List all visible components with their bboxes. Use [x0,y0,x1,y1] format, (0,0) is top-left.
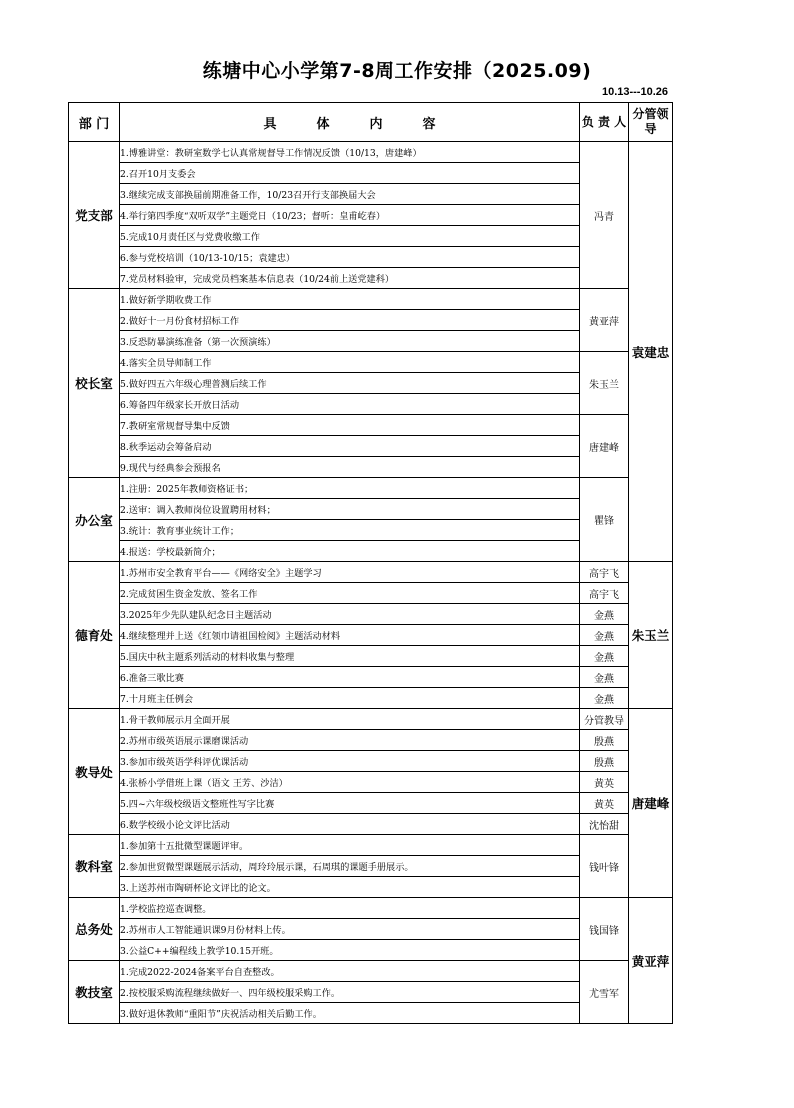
person-cell: 殷燕 [580,730,629,751]
task-cell: 5.国庆中秋主题系列活动的材料收集与整理 [120,646,580,667]
task-cell: 3.公益C++编程线上教学10.15开班。 [120,940,580,961]
date-range: 10.13---10.26 [601,86,668,98]
task-cell: 4.张桥小学借班上课（语文 王芳、沙洁） [120,772,580,793]
task-cell: 6.准备三歌比赛 [120,667,580,688]
task-cell: 2.按校服采购流程继续做好一、四年级校服采购工作。 [120,982,580,1003]
task-cell: 6.筹备四年级家长开放日活动 [120,394,580,415]
person-cell: 黄亚萍 [580,289,629,352]
person-cell: 高宇飞 [580,583,629,604]
table-row [69,583,673,604]
task-cell: 3.继续完成支部换届前期准备工作，10/23召开行支部换届大会 [120,184,580,205]
table-row [69,709,673,730]
person-cell: 金燕 [580,688,629,709]
task-cell: 3.统计：教育事业统计工作； [120,520,580,541]
task-cell: 1.完成2022-2024备案平台自查整改。 [120,961,580,982]
table-row [69,415,673,436]
person-cell: 殷燕 [580,751,629,772]
task-cell: 1.学校监控巡查调整。 [120,898,580,919]
dept-cell: 党支部 [69,142,120,289]
table-row [69,751,673,772]
task-cell: 9.现代与经典参会预报名 [120,457,580,478]
task-cell: 3.参加市级英语学科评优课活动 [120,751,580,772]
task-cell: 2.完成贫困生资金发放、签名工作 [120,583,580,604]
leader-cell: 黄亚萍 [629,898,673,1024]
task-cell: 8.秋季运动会筹备启动 [120,436,580,457]
table-row [69,625,673,646]
person-cell: 金燕 [580,625,629,646]
header-content: 具体内容 [120,103,580,142]
dept-cell: 教技室 [69,961,120,1024]
person-cell: 尤雪军 [580,961,629,1024]
leader-cell: 袁建忠 [629,142,673,562]
person-cell: 瞿锋 [580,478,629,562]
task-cell: 4.落实全员导师制工作 [120,352,580,373]
person-cell: 黄英 [580,793,629,814]
person-cell: 分管教导 [580,709,629,730]
leader-cell: 朱玉兰 [629,562,673,709]
person-cell: 钱叶锋 [580,835,629,898]
person-cell: 金燕 [580,604,629,625]
table-row [69,730,673,751]
dept-cell: 校长室 [69,289,120,478]
task-cell: 4.举行第四季度“双听双学”主题党日（10/23；督听：皇甫屹春） [120,205,580,226]
table-row [69,646,673,667]
person-cell: 高宇飞 [580,562,629,583]
person-cell: 朱玉兰 [580,352,629,415]
table-row [69,289,673,310]
task-cell: 2.召开10月支委会 [120,163,580,184]
header-responsible: 负 责 人 [580,103,629,142]
task-cell: 1.骨干教师展示月全面开展 [120,709,580,730]
task-cell: 6.数学校级小论文评比活动 [120,814,580,835]
leader-cell: 唐建峰 [629,709,673,898]
person-cell: 钱国锋 [580,898,629,961]
table-row [69,142,673,163]
person-cell: 黄英 [580,772,629,793]
task-cell: 2.苏州市级英语展示课磨课活动 [120,730,580,751]
dept-cell: 教科室 [69,835,120,898]
dept-cell: 教导处 [69,709,120,835]
table-row [69,772,673,793]
table-row [69,688,673,709]
task-cell: 6.参与党校培训（10/13-10/15；袁建忠） [120,247,580,268]
header-row [69,103,673,142]
table-row [69,793,673,814]
task-cell: 1.博雅讲堂：教研室数学七认真常规督导工作情况反馈（10/13，唐建峰） [120,142,580,163]
schedule-table [68,102,673,1024]
task-cell: 4.继续整理并上送《红领巾请祖国检阅》主题活动材料 [120,625,580,646]
task-cell: 1.参加第十五批微型课题评审。 [120,835,580,856]
task-cell: 1.做好新学期收费工作 [120,289,580,310]
task-cell: 2.送审：调入教师岗位设置聘用材料； [120,499,580,520]
person-cell: 金燕 [580,667,629,688]
task-cell: 2.参加世贸微型课题展示活动，周玲玲展示课，石周琪的课题手册展示。 [120,856,580,877]
header-leader: 分管领导 [629,103,673,142]
table-row [69,814,673,835]
person-cell: 沈怡甜 [580,814,629,835]
task-cell: 2.苏州市人工智能通识课9月份材料上传。 [120,919,580,940]
task-cell: 3.做好退休教师“重阳节”庆祝活动相关后勤工作。 [120,1003,580,1024]
person-cell: 唐建峰 [580,415,629,478]
page-title: 练塘中心小学第7-8周工作安排（2025.09) [202,60,592,82]
task-cell: 2.做好十一月份食材招标工作 [120,310,580,331]
task-cell: 7.教研室常规督导集中反馈 [120,415,580,436]
task-cell: 3.上送苏州市陶研杯论文评比的论文。 [120,877,580,898]
table-row [69,604,673,625]
dept-cell: 德育处 [69,562,120,709]
table-row [69,352,673,373]
task-cell: 4.报送：学校最新简介； [120,541,580,562]
task-cell: 3.2025年少先队建队纪念日主题活动 [120,604,580,625]
table-row [69,478,673,499]
task-cell: 1.苏州市安全教育平台——《网络安全》主题学习 [120,562,580,583]
table-row [69,835,673,856]
task-cell: 1.注册：2025年教师资格证书； [120,478,580,499]
table-row [69,961,673,982]
task-cell: 5.四~六年级校级语文整班性写字比赛 [120,793,580,814]
person-cell: 金燕 [580,646,629,667]
header-dept: 部 门 [69,103,120,142]
table-row [69,667,673,688]
task-cell: 5.完成10月责任区与党费收缴工作 [120,226,580,247]
task-cell: 7.党员材料验审，完成党员档案基本信息表（10/24前上送党建科） [120,268,580,289]
dept-cell: 办公室 [69,478,120,562]
dept-cell: 总务处 [69,898,120,961]
task-cell: 3.反恐防暴演练准备（第一次预演练） [120,331,580,352]
task-cell: 5.做好四五六年级心理普测后续工作 [120,373,580,394]
table-row [69,562,673,583]
person-cell: 冯青 [580,142,629,289]
table-row [69,898,673,919]
task-cell: 7.十月班主任例会 [120,688,580,709]
